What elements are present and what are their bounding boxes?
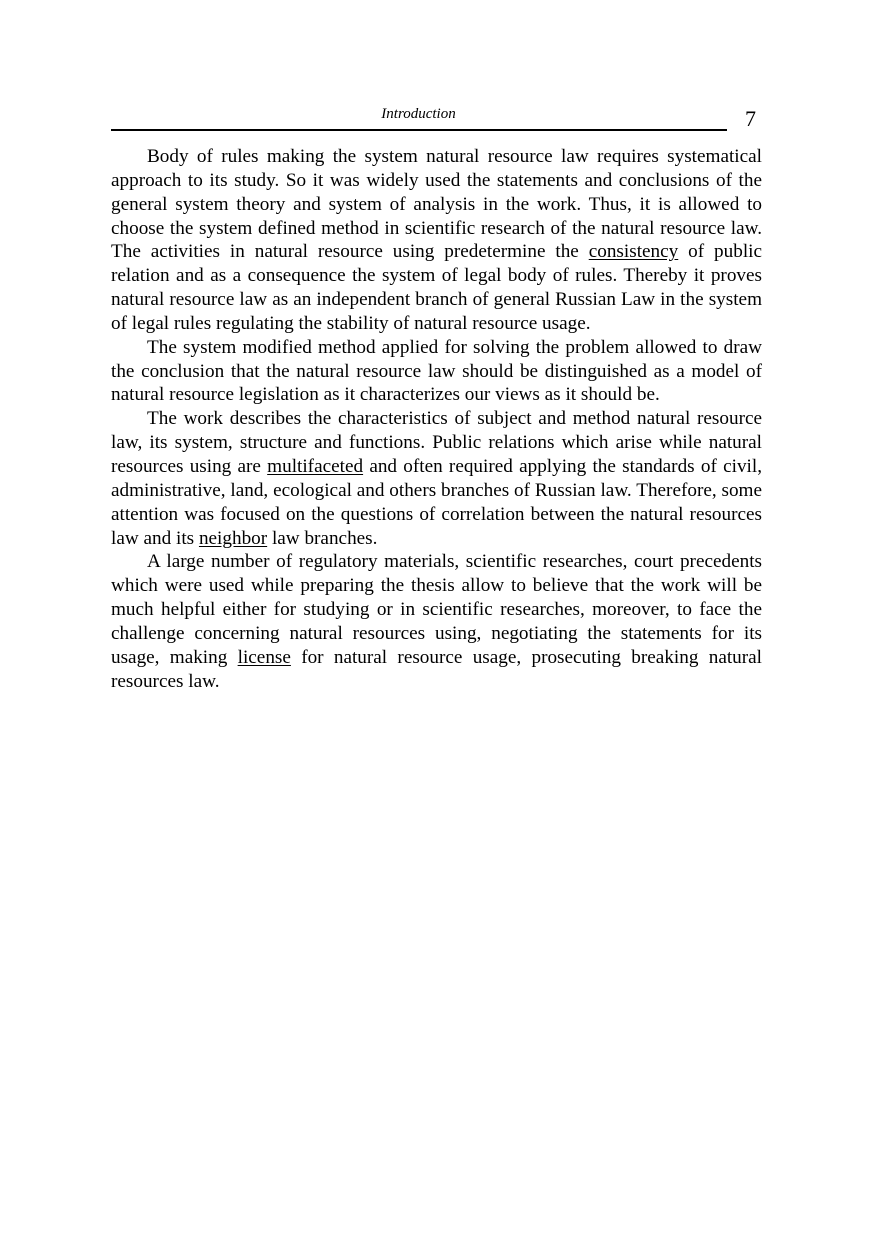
underlined-term-neighbor: neighbor [198,527,268,549]
paragraph-4-text-a: A large number of regulatory materials, scientific researches, court precedents which were used while preparing the thesis allow to believe that the work will be much helpful either for studying or in scientific researches, moreover, to face the challenge concerning natural resources using, negotiating the statements for its usage, making [111,551,762,668]
paragraph-4 [111,550,762,693]
paragraph-3-text-b: and often required applying the standards of civil, administrative, land, ecological and others branches of Russian law. Therefore, some attention was focused on the questions of correlation between the natural resources law and its [111,455,762,549]
paragraph-3-text-a: The work describes the characteristics of subject and method natural resource law, its system, structure and functions. Public relations which arise while natural resources using are [111,408,762,477]
paragraph-3 [111,407,762,550]
paragraph-1-text-a: Body of rules making the system natural resource law requires systematical approach to its study. So it was widely used the statements and conclusions of the general system theory and system of analysis in the work. Thus, it is allowed to choose the system defined method in scientific research of the natural resource law. The activities in natural resource using predetermine the [111,146,762,263]
body-text [111,145,762,693]
paragraph-3-text-c: law branches. [267,527,378,549]
paragraph-2 [111,336,762,408]
paragraph-4-text-b: for natural resource usage, prosecuting breaking natural resources law. [111,646,762,692]
underlined-term-multifaceted: multifaceted [267,455,364,477]
page-number: 7 [745,106,756,131]
header-rule [111,129,727,131]
paragraph-1-text-b: of public relation and as a consequence the system of legal body of rules. Thereby it proves natural resource law as an independent branch of general Russian Law in the system of legal rules regulating the stability of natural resource usage. [111,241,762,334]
running-head-title: Introduction [381,106,456,122]
underlined-term-consistency: consistency [588,241,679,263]
paragraph-1 [111,145,762,336]
paragraph-2-text: The system modified method applied for solving the problem allowed to draw the conclusion that the natural resource law should be distinguished as a model of natural resource legislation as it characterizes our views as it should be. [111,336,762,406]
underlined-term-license: license [237,646,291,668]
